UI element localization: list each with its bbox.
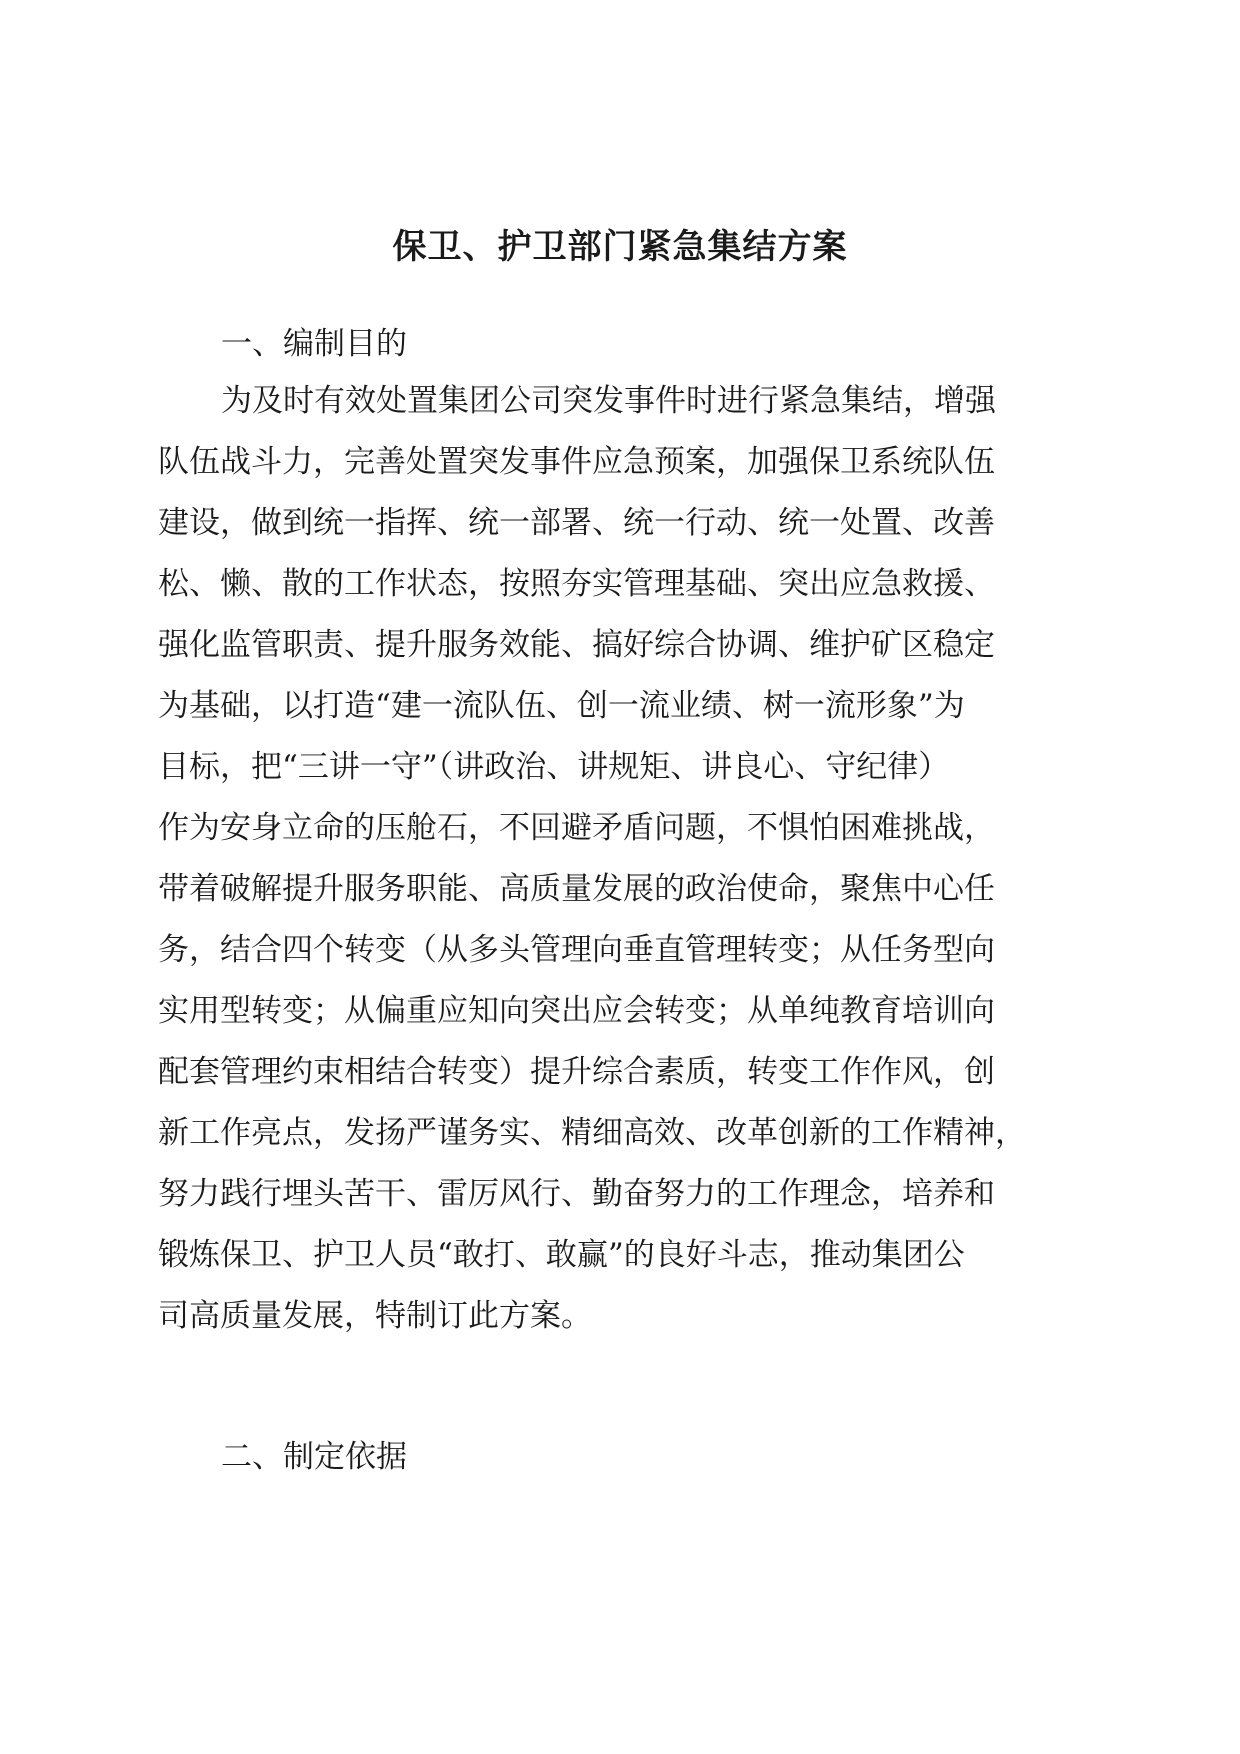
paragraph-line: 努力践行埋头苦干、雷厉风行、勤奋努力的工作理念，培养和 (158, 1176, 995, 1212)
paragraph-line: 作为安身立命的压舱石，不回避矛盾问题，不惧怕困难挑战， (158, 810, 995, 846)
paragraph-line: 实用型转变；从偏重应知向突出应会转变；从单纯教育培训向 (158, 993, 995, 1029)
paragraph-line: 队伍战斗力，完善处置突发事件应急预案，加强保卫系统队伍 (158, 444, 995, 480)
paragraph-line: 建设，做到统一指挥、统一部署、统一行动、统一处置、改善 (158, 505, 995, 541)
section-heading-basis: 二、制定依据 (221, 1439, 407, 1475)
paragraph-line: 配套管理约束相结合转变）提升综合素质，转变工作作风，创 (158, 1054, 995, 1090)
section-heading-purpose: 一、编制目的 (221, 326, 407, 362)
document-title: 保卫、护卫部门紧急集结方案 (392, 227, 848, 267)
paragraph-line: 司高质量发展，特制订此方案。 (158, 1298, 592, 1334)
paragraph-line: 松、懒、散的工作状态，按照夯实管理基础、突出应急救援、 (158, 566, 995, 602)
paragraph-line: 为基础，以打造“建一流队伍、创一流业绩、树一流形象”为 (158, 688, 965, 724)
paragraph-line: 锻炼保卫、护卫人员“敢打、敢赢”的良好斗志，推动集团公 (158, 1237, 965, 1273)
paragraph-line: 带着破解提升服务职能、高质量发展的政治使命，聚焦中心任 (158, 871, 995, 907)
paragraph-line: 为及时有效处置集团公司突发事件时进行紧急集结，增强 (221, 383, 996, 419)
paragraph-line: 新工作亮点，发扬严谨务实、精细高效、改革创新的工作精神， (158, 1115, 1026, 1151)
paragraph-line: 务，结合四个转变（从多头管理向垂直管理转变；从任务型向 (158, 932, 995, 968)
paragraph-line: 强化监管职责、提升服务效能、搞好综合协调、维护矿区稳定 (158, 627, 995, 663)
paragraph-line: 目标，把“三讲一守”（讲政治、讲规矩、讲良心、守纪律） (158, 749, 950, 785)
